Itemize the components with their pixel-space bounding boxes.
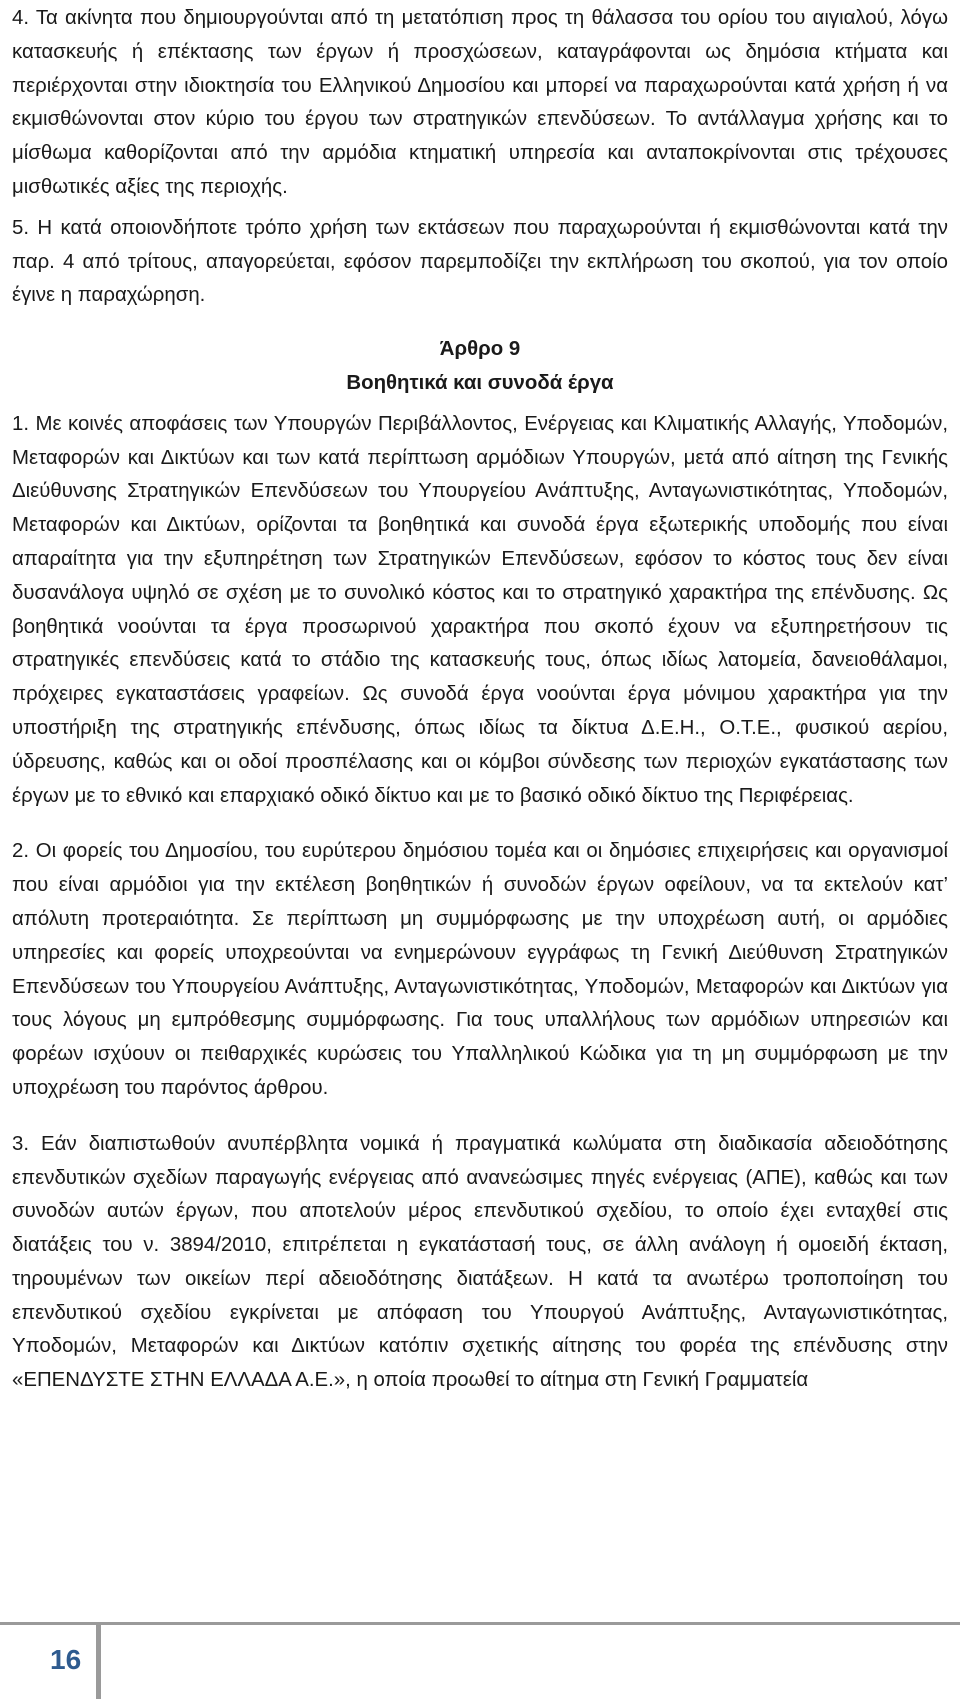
page-footer [0,1616,960,1699]
document-body [12,2,948,1398]
article-paragraph-1: 1. Με κοινές αποφάσεις των Υπουργών Περιβάλλοντος, Ενέργειας και Κλιματικής Αλλαγής, Υποδομών, Μεταφορών και Δικτύων και των κατά περίπτωση αρμόδιων Υπουργών, μετά από αίτηση της Γενικής Διεύθυνσης Στρατηγικών Επενδύσεων του Υπουργείου Ανάπτυξης, Ανταγωνιστικότητας, Υποδομών, Μεταφορών και Δικτύων, ορίζονται τα βοηθητικά και συνοδά έργα εξωτερικής υποδομής που είναι απαραίτητα για την εξυπηρέτηση των Στρατηγικών Επενδύσεων, εφόσον το κόστος τους δεν είναι δυσανάλογα υψηλό σε σχέση με το συνολικό κόστος και το στρατηγικό χαρακτήρα της επένδυσης. Ως βοηθητικά νοούνται τα έργα προσωρινού χαρακτήρα που σκοπό έχουν να εξυπηρετήσουν τις στρατηγικές επενδύσεις κατά το στάδιο της κατασκευής τους, όπως ιδίως λατομεία, δανειοθάλαμοι, πρόχειρες εγκαταστάσεις γραφείων. Ως συνοδά έργα νοούνται έργα μόνιμου χαρακτήρα για την υποστήριξη της στρατηγικής επένδυσης, όπως ιδίως τα δίκτυα Δ.Ε.Η., Ο.Τ.Ε., φυσικού αερίου, ύδρευσης, καθώς και οι οδοί προσπέλασης και οι κόμβοι σύνδεσης των περιοχών εγκατάστασης των έργων με το εθνικό και επαρχιακό οδικό δίκτυο και με το βασικό οδικό δίκτυο της Περιφέρειας. [12,412,948,807]
article-number: Άρθρο 9 [439,338,521,361]
paragraph-4: 4. Τα ακίνητα που δημιουργούνται από τη μετατόπιση προς τη θάλασσα του ορίου του αιγιαλού, λόγω κατασκευής ή επέκτασης των έργων ή προσχώσεων, καταγράφονται ως δημόσια κτήματα και περιέρχονται στην ιδιοκτησία του Ελληνικού Δημοσίου και μπορεί να παραχωρούνται κατά χρήση ή να εκμισθώνονται στον κύριο του έργου των στρατηγικών επενδύσεων. Το αντάλλαγμα χρήσης και το μίσθωμα καθορίζονται από την αρμόδια κτηματική υπηρεσία και ανταποκρίνονται στις τρέχουσες μισθωτικές αξίες της περιοχής. [12,7,948,198]
article-paragraph-2: 2. Οι φορείς του Δημοσίου, του ευρύτερου δημόσιου τομέα και οι δημόσιες επιχειρήσεις και οργανισμοί που είναι αρμόδιοι για την εκτέλεση βοηθητικών ή συνοδών έργων οφείλουν, να τα εκτελούν κατ’ απόλυτη προτεραιότητα. Σε περίπτωση μη συμμόρφωσης με την υποχρέωση αυτή, οι αρμόδιες υπηρεσίες και φορείς υποχρεούνται να ενημερώνουν εγγράφως τη Γενική Διεύθυνση Στρατηγικών Επενδύσεων του Υπουργείου Ανάπτυξης, Ανταγωνιστικότητας, Υποδομών, Μεταφορών και Δικτύων για τους λόγους μη εμπρόθεσμης συμμόρφωσης. Για τους υπαλλήλους των αρμόδιων υπηρεσιών και φορέων ισχύουν οι πειθαρχικές κυρώσεις του Υπαλληλικού Κώδικα για τη μη συμμόρφωση με την υποχρέωση του παρόντος άρθρου. [12,840,948,1099]
article-paragraph-3: 3. Εάν διαπιστωθούν ανυπέρβλητα νομικά ή πραγματικά κωλύματα στη διαδικασία αδειοδότησης επενδυτικών σχεδίων παραγωγής ενέργειας από ανανεώσιμες πηγές ενέργειας (ΑΠΕ), καθώς και των συνοδών αυτών έργων, που αποτελούν μέρος επενδυτικού σχεδίου, το οποίο έχει ενταχθεί στις διατάξεις του ν. 3894/2010, επιτρέπεται η εγκατάστασή τους, σε άλλη ανάλογη ή ομοειδή έκταση, τηρουμένων των οικείων περί αδειοδότησης διατάξεων. Η κατά τα ανωτέρω τροποποίηση του επενδυτικού σχεδίου εγκρίνεται με απόφαση του Υπουργού Ανάπτυξης, Ανταγωνιστικότητας, Υποδομών, Μεταφορών και Δικτύων κατόπιν σχετικής αίτησης του φορέα της επένδυσης στην «ΕΠΕΝΔΥΣΤΕ ΣΤΗΝ ΕΛΛΑΔΑ Α.Ε.», η οποία προωθεί το αίτημα στη Γενική Γραμματεία [12,1132,948,1392]
article-title: Βοηθητικά και συνοδά έργα [346,371,614,394]
page-number: 16 [50,1644,82,1675]
paragraph-5: 5. Η κατά οποιονδήποτε τρόπο χρήση των εκτάσεων που παραχωρούνται ή εκμισθώνονται κατά την παρ. 4 από τρίτους, απαγορεύεται, εφόσον παρεμποδίζει την εκπλήρωση του σκοπού, για τον οποίο έγινε η παραχώρηση. [12,216,948,307]
footer-divider [96,1622,101,1699]
footer-rule [0,1622,960,1625]
